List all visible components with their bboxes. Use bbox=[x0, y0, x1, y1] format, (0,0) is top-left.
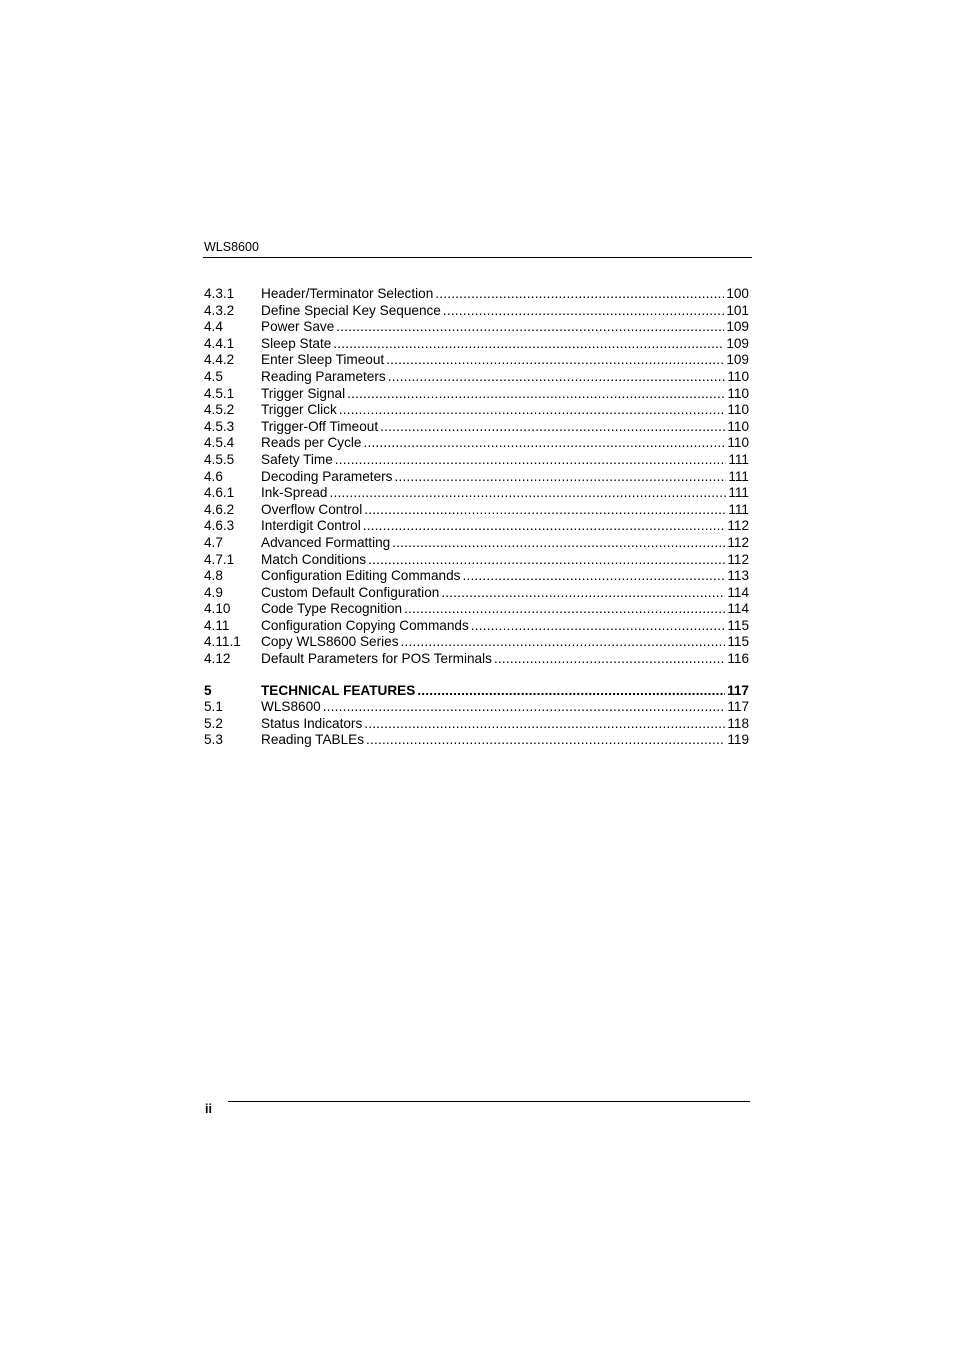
footer-rule bbox=[228, 1101, 750, 1102]
toc-entry-4-5-2[interactable] bbox=[204, 402, 749, 419]
running-header-title: WLS8600 bbox=[204, 240, 259, 254]
toc-leader-dots bbox=[364, 502, 726, 519]
toc-entry-5[interactable] bbox=[204, 683, 749, 700]
toc-leader-dots bbox=[394, 469, 726, 486]
toc-leader-dots bbox=[388, 369, 726, 386]
toc-entry-number: 4.3.1 bbox=[204, 286, 235, 301]
toc-entry-number: 4.5.2 bbox=[204, 402, 235, 418]
toc-entry-4-5-4[interactable] bbox=[204, 435, 749, 452]
toc-entry-4-5[interactable] bbox=[204, 369, 749, 386]
header-rule bbox=[203, 257, 752, 258]
toc-entry-title: Header/Terminator Selection bbox=[261, 286, 434, 301]
toc-entry-page: 118 bbox=[727, 715, 749, 731]
toc-entry-page: 111 bbox=[728, 485, 749, 501]
toc-entry-title: Status Indicators bbox=[261, 715, 363, 731]
toc-entry-title: Trigger Click bbox=[261, 402, 337, 418]
toc-entry-number: 5.3 bbox=[204, 732, 223, 748]
toc-leader-dots bbox=[366, 732, 725, 749]
toc-entry-title: Configuration Copying Commands bbox=[261, 617, 469, 633]
toc-leader-dots bbox=[404, 601, 725, 618]
toc-entry-4-7-1[interactable] bbox=[204, 552, 749, 569]
toc-entry-page: 110 bbox=[727, 418, 749, 434]
toc-entry-page: 110 bbox=[727, 402, 749, 418]
toc-leader-dots bbox=[462, 568, 725, 585]
toc-entry-4-9[interactable] bbox=[204, 585, 749, 602]
toc-entry-number: 4.11 bbox=[204, 617, 230, 633]
toc-entry-4-11[interactable] bbox=[204, 618, 749, 635]
toc-entry-page: 119 bbox=[727, 732, 749, 748]
toc-entry-title: Overflow Control bbox=[261, 501, 363, 517]
toc-entry-number: 4.5 bbox=[204, 368, 223, 384]
toc-entry-number: 4.8 bbox=[204, 568, 223, 584]
toc-entry-page: 110 bbox=[727, 385, 749, 401]
toc-entry-page: 109 bbox=[726, 335, 749, 351]
toc-leader-dots bbox=[417, 683, 725, 700]
toc-leader-dots bbox=[336, 319, 724, 336]
toc-entry-number: 4.6.1 bbox=[204, 485, 235, 501]
toc-entry-4-12[interactable] bbox=[204, 651, 749, 668]
toc-entry-4-4-2[interactable] bbox=[204, 352, 749, 369]
toc-entry-title: TECHNICAL FEATURES bbox=[261, 682, 416, 698]
toc-entry-page: 112 bbox=[727, 518, 749, 534]
toc-entry-4-3-2[interactable] bbox=[204, 303, 749, 320]
toc-leader-dots bbox=[368, 552, 725, 569]
toc-entry-number: 5 bbox=[204, 682, 212, 698]
toc-section-gap bbox=[204, 668, 749, 683]
toc-entry-number: 4.6.3 bbox=[204, 518, 235, 534]
toc-entry-number: 4.9 bbox=[204, 584, 223, 600]
toc-entry-title: Power Save bbox=[261, 319, 335, 335]
toc-entry-4-5-1[interactable] bbox=[204, 386, 749, 403]
toc-leader-dots bbox=[471, 618, 726, 635]
toc-entry-number: 4.5.5 bbox=[204, 451, 235, 467]
toc-entry-4-7[interactable] bbox=[204, 535, 749, 552]
toc-entry-4-10[interactable] bbox=[204, 601, 749, 618]
toc-leader-dots bbox=[323, 699, 726, 716]
toc-leader-dots bbox=[435, 286, 724, 303]
toc-entry-title: Trigger Signal bbox=[261, 385, 346, 401]
toc-entry-page: 116 bbox=[727, 651, 749, 667]
toc-entry-4-11-1[interactable] bbox=[204, 634, 749, 651]
toc-entry-page: 111 bbox=[728, 501, 749, 517]
toc-entry-4-6-2[interactable] bbox=[204, 502, 749, 519]
toc-entry-number: 4.6 bbox=[204, 468, 223, 484]
toc-entry-title: Decoding Parameters bbox=[261, 468, 393, 484]
toc-leader-dots bbox=[443, 303, 724, 320]
toc-entry-number: 4.5.1 bbox=[204, 385, 235, 401]
toc-entry-4-6[interactable] bbox=[204, 469, 749, 486]
toc-leader-dots bbox=[330, 485, 727, 502]
toc-entry-title: Safety Time bbox=[261, 451, 333, 467]
toc-entry-page: 111 bbox=[728, 451, 749, 467]
toc-entry-title: Default Parameters for POS Terminals bbox=[261, 651, 492, 667]
toc-entry-number: 4.4 bbox=[204, 319, 223, 335]
toc-entry-4-8[interactable] bbox=[204, 568, 749, 585]
toc-entry-title: Reading Parameters bbox=[261, 368, 386, 384]
toc-entry-page: 110 bbox=[727, 368, 749, 384]
toc-entry-page: 109 bbox=[726, 319, 749, 335]
toc-leader-dots bbox=[333, 336, 724, 353]
toc-leader-dots bbox=[364, 435, 726, 452]
toc-entry-page: 113 bbox=[727, 568, 749, 584]
toc-leader-dots bbox=[335, 452, 727, 469]
toc-entry-page: 114 bbox=[727, 601, 749, 617]
toc-entry-4-5-5[interactable] bbox=[204, 452, 749, 469]
toc-entry-page: 117 bbox=[727, 699, 749, 715]
toc-entry-number: 4.4.2 bbox=[204, 352, 235, 368]
toc-entry-number: 4.3.2 bbox=[204, 302, 235, 318]
toc-entry-title: Custom Default Configuration bbox=[261, 584, 440, 600]
toc-entry-5-2[interactable] bbox=[204, 716, 749, 733]
toc-entry-number: 5.2 bbox=[204, 715, 223, 731]
toc-entry-number: 5.1 bbox=[204, 699, 223, 715]
toc-entry-5-1[interactable] bbox=[204, 699, 749, 716]
toc-entry-title: Advanced Formatting bbox=[261, 534, 391, 550]
toc-entry-title: Reading TABLEs bbox=[261, 732, 365, 748]
toc-entry-4-4-1[interactable] bbox=[204, 336, 749, 353]
toc-leader-dots bbox=[441, 585, 725, 602]
toc-leader-dots bbox=[392, 535, 725, 552]
toc-entry-number: 4.6.2 bbox=[204, 501, 235, 517]
footer-page-number: ii bbox=[205, 1102, 212, 1116]
toc-entry-title: Copy WLS8600 Series bbox=[261, 634, 399, 650]
toc-entry-4-3-1[interactable] bbox=[204, 286, 749, 303]
toc-leader-dots bbox=[339, 402, 726, 419]
toc-entry-number: 4.5.4 bbox=[204, 435, 235, 451]
toc-entry-4-4[interactable] bbox=[204, 319, 749, 336]
toc-entry-4-6-3[interactable] bbox=[204, 518, 749, 535]
toc-entry-title: Code Type Recognition bbox=[261, 601, 403, 617]
toc-leader-dots bbox=[363, 518, 726, 535]
toc-entry-4-6-1[interactable] bbox=[204, 485, 749, 502]
toc-leader-dots bbox=[380, 419, 725, 436]
toc-entry-number: 4.7 bbox=[204, 534, 223, 550]
toc-entry-title: Sleep State bbox=[261, 335, 332, 351]
toc-entry-number: 4.12 bbox=[204, 651, 231, 667]
toc-entry-number: 4.11.1 bbox=[204, 634, 241, 650]
toc-leader-dots bbox=[494, 651, 725, 668]
toc-entry-page: 111 bbox=[728, 468, 749, 484]
toc-leader-dots bbox=[401, 634, 726, 651]
toc-entry-title: WLS8600 bbox=[261, 699, 321, 715]
toc-entry-title: Trigger-Off Timeout bbox=[261, 418, 379, 434]
toc-entry-title: Configuration Editing Commands bbox=[261, 568, 461, 584]
toc-entry-title: Reads per Cycle bbox=[261, 435, 362, 451]
toc-entry-number: 4.7.1 bbox=[204, 551, 235, 567]
toc-entry-title: Enter Sleep Timeout bbox=[261, 352, 385, 368]
toc-entry-title: Ink-Spread bbox=[261, 485, 328, 501]
toc-entry-page: 110 bbox=[727, 435, 749, 451]
toc-leader-dots bbox=[347, 386, 725, 403]
toc-entry-number: 4.5.3 bbox=[204, 418, 235, 434]
toc-entry-4-5-3[interactable] bbox=[204, 419, 749, 436]
toc-entry-number: 4.4.1 bbox=[204, 335, 235, 351]
toc-entry-page: 114 bbox=[727, 584, 749, 600]
toc-leader-dots bbox=[364, 716, 725, 733]
table-of-contents bbox=[204, 286, 749, 749]
toc-entry-page: 101 bbox=[726, 302, 749, 318]
toc-entry-page: 115 bbox=[727, 634, 749, 650]
toc-entry-title: Interdigit Control bbox=[261, 518, 361, 534]
toc-entry-page: 112 bbox=[727, 551, 749, 567]
toc-leader-dots bbox=[386, 352, 724, 369]
toc-entry-title: Define Special Key Sequence bbox=[261, 302, 441, 318]
toc-entry-page: 100 bbox=[726, 286, 749, 301]
toc-entry-page: 109 bbox=[726, 352, 749, 368]
toc-entry-page: 112 bbox=[727, 534, 749, 550]
toc-entry-page: 115 bbox=[727, 617, 749, 633]
toc-entry-title: Match Conditions bbox=[261, 551, 367, 567]
toc-entry-page: 117 bbox=[727, 682, 749, 698]
toc-entry-number: 4.10 bbox=[204, 601, 231, 617]
toc-entry-5-3[interactable] bbox=[204, 732, 749, 749]
